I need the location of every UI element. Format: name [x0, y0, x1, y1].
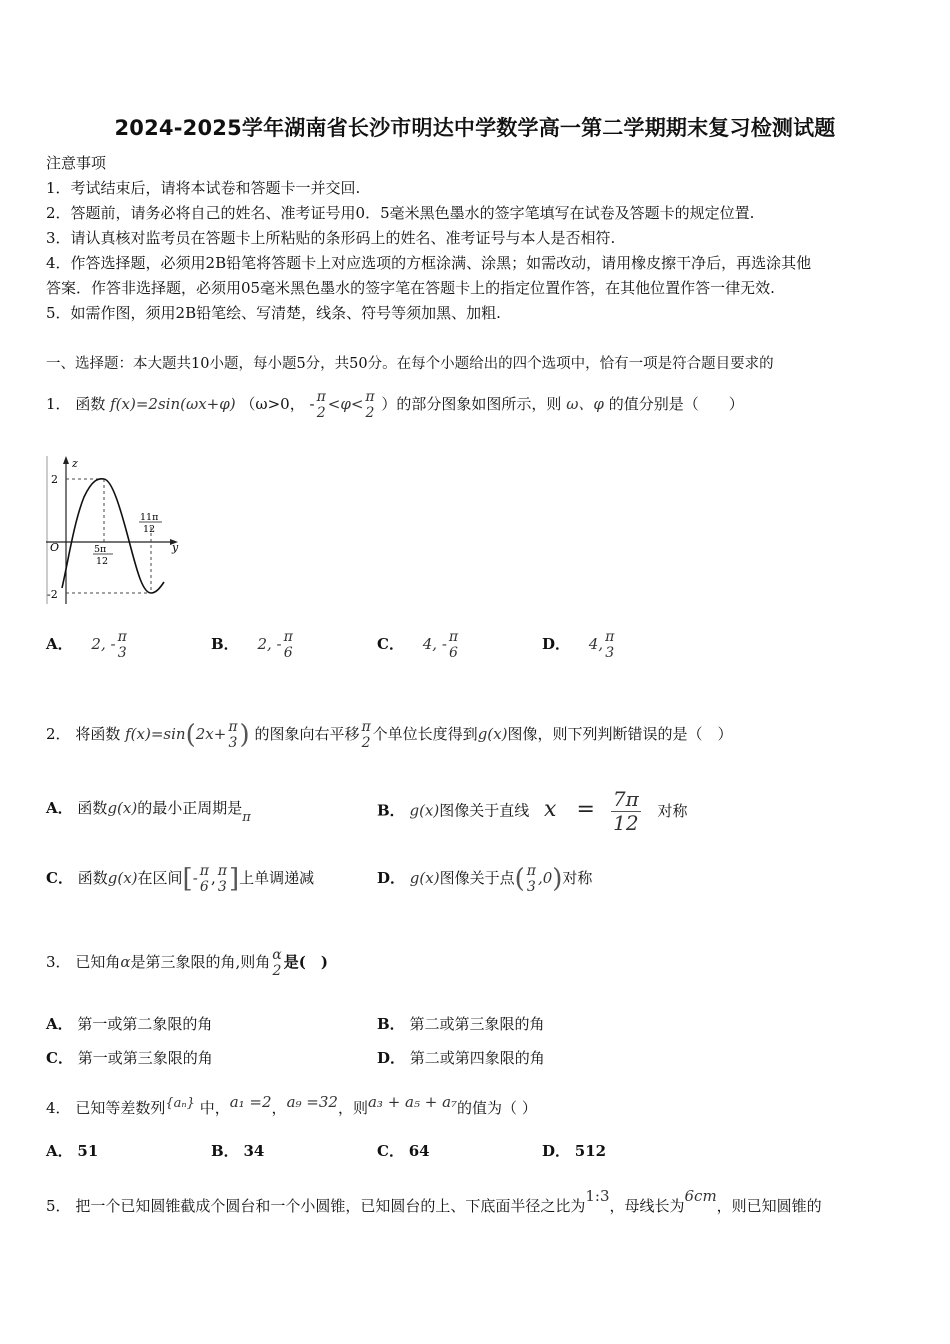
fraction [228, 719, 237, 751]
fraction-denominator: 3 [117, 645, 127, 661]
formula: a₉ =32 [286, 1093, 338, 1111]
option-label: D． [542, 635, 571, 653]
fraction-numerator: π [117, 628, 127, 645]
option-d[interactable] [542, 1140, 606, 1161]
fraction-denominator: 2 [272, 963, 282, 979]
function-name: g(x) [409, 869, 440, 887]
notice-item: 答案．作答非选择题，必须用05毫米黑色墨水的签字笔在答题卡上的指定位置作答，在其他位置作答一律无效. [46, 279, 775, 297]
option-a[interactable] [46, 1140, 98, 1161]
question-1 [46, 384, 744, 424]
tick-label: 11π [140, 512, 159, 523]
variable: x [544, 796, 557, 822]
left-bracket: [ [182, 864, 193, 894]
fraction-denominator: 6 [449, 645, 458, 661]
option-text: 第一或第三象限的角 [77, 1049, 213, 1067]
function-graph [44, 452, 189, 612]
function-name: g(x) [107, 869, 138, 887]
question-number: 3． [46, 953, 71, 971]
page-title: 2024-2025学年湖南省长沙市明达中学数学高一第二学期期末复习检测试题 [114, 116, 836, 140]
fraction [317, 389, 326, 421]
tick-label: 2 [51, 473, 58, 486]
question-text: 将函数 [75, 725, 121, 743]
fraction [365, 389, 374, 421]
option-label: D． [377, 869, 406, 887]
option-text: 图像关于直线 [439, 801, 530, 820]
fraction-numerator: 7π [612, 787, 639, 811]
tick-label: 12 [96, 556, 109, 567]
sine-curve [62, 479, 164, 593]
fraction-numerator: π [199, 862, 209, 879]
option-d[interactable] [542, 622, 616, 666]
fraction-numerator: π [365, 388, 375, 405]
option-text: 函数 [77, 799, 108, 817]
minus-sign: - [192, 869, 198, 887]
notice-heading: 注意事项 [46, 154, 107, 172]
fraction-numerator: π [526, 862, 536, 879]
option-value: 4, - [422, 635, 447, 653]
axis-label: z [72, 457, 78, 470]
right-paren: ) [239, 720, 250, 750]
question-text: 已知等差数列 [75, 1099, 166, 1117]
option-value: 2, - [91, 635, 116, 653]
question-number: 1． [46, 395, 71, 413]
option-c[interactable] [46, 1047, 213, 1068]
right-bracket: ] [228, 864, 240, 894]
tick-label: 5π [94, 544, 107, 555]
question-text: 图像，则下列判断错误的是（ ） [507, 725, 733, 743]
question-text: ，母线长为 [609, 1197, 685, 1215]
option-text: 第二或第三象限的角 [409, 1015, 545, 1033]
option-b[interactable] [211, 1140, 264, 1161]
option-label: A． [46, 1015, 73, 1033]
fraction-denominator: 3 [526, 879, 536, 895]
option-b[interactable] [377, 1013, 544, 1034]
fraction-denominator: 2 [361, 735, 371, 751]
question-text: ，则 [337, 1099, 368, 1117]
question-text: 的值为（ ） [457, 1099, 537, 1117]
notice-item: 1．考试结束后，请将本试卷和答题卡一并交回. [46, 179, 361, 197]
option-label: B． [377, 801, 405, 820]
option-c[interactable] [377, 1140, 430, 1161]
variable: α [120, 953, 131, 971]
question-text: ）的部分图象如图所示，则 [381, 395, 562, 413]
notice-item: 3．请认真核对监考员在答题卡上所粘贴的条形码上的姓名、准考证号与本人是否相符. [46, 229, 616, 247]
right-paren: ) [552, 864, 563, 894]
fraction-denominator: 2 [316, 405, 326, 421]
option-d[interactable] [377, 1047, 545, 1068]
question-number: 2． [46, 725, 71, 743]
option-a[interactable] [46, 622, 129, 666]
formula: a₁ =2 [229, 1093, 272, 1111]
question-2 [46, 708, 732, 760]
ratio: 1:3 [585, 1187, 610, 1205]
axis-label: y [172, 541, 179, 554]
fraction [611, 788, 641, 835]
question-text: 的值分别是（ ） [608, 395, 744, 413]
option-text: 512 [574, 1142, 607, 1160]
function-formula: f(x)=2sin(ωx+φ) [110, 395, 236, 413]
option-b[interactable] [377, 787, 688, 835]
notice-item: 5．如需作图，须用2B铅笔绘、写清楚，线条、符号等须加黑、加粗. [46, 304, 501, 322]
fraction-numerator: π [605, 628, 615, 645]
option-text: 的最小正周期是 [137, 799, 243, 817]
origin-label: O [50, 541, 60, 554]
function-argument: 2x+ [195, 725, 227, 743]
question-text: 把一个已知圆锥截成个圆台和一个小圆锥，已知圆台的上、下底面半径之比为 [75, 1197, 586, 1215]
question-text: 已知角 [75, 953, 121, 971]
option-a[interactable] [46, 788, 251, 828]
fraction-denominator: 3 [217, 879, 227, 895]
question-text: ，则已知圆锥的 [716, 1197, 822, 1215]
option-label: C． [46, 1049, 73, 1067]
notice-item: 2．答题前，请务必将自己的姓名、准考证号用0．5毫米黑色墨水的签字笔填写在试卷及答题卡的规定位置. [46, 204, 755, 222]
option-value: 2, - [257, 635, 282, 653]
option-text: 51 [77, 1142, 99, 1160]
formula: a₃ + a₅ + a₇ [367, 1093, 458, 1111]
function-name: g(x) [409, 801, 440, 820]
axis-arrow [63, 456, 69, 464]
option-label: D． [542, 1142, 571, 1160]
sequence: {aₙ} [165, 1096, 195, 1111]
function-name: g(x) [477, 725, 508, 743]
question-4 [46, 1080, 537, 1124]
option-text: 34 [243, 1142, 265, 1160]
fraction-numerator: π [361, 718, 371, 735]
option-text: 对称 [562, 869, 593, 887]
fraction-denominator: 12 [613, 811, 639, 835]
option-label: C． [377, 1142, 404, 1160]
function-name: g(x) [107, 799, 138, 817]
option-text: 第一或第二象限的角 [77, 1015, 213, 1033]
left-paren: ( [514, 864, 525, 894]
fraction-denominator: 2 [365, 405, 375, 421]
fraction [218, 863, 227, 895]
option-label: C． [377, 635, 404, 653]
fraction-denominator: 6 [283, 645, 293, 661]
fraction [200, 863, 209, 895]
fraction-numerator: π [217, 862, 227, 879]
option-text: 对称 [657, 801, 688, 820]
question-number: 5． [46, 1197, 71, 1215]
fraction-numerator: π [448, 628, 459, 645]
section-heading: 一、选择题：本大题共10小题，每小题5分，共50分。在每个小题给出的四个选项中，恰有一项是符合题目要求的 [46, 356, 774, 372]
option-label: A． [46, 1142, 73, 1160]
question-text: 是第三象限的角,则角 [130, 953, 271, 971]
option-text: 图像关于点 [439, 869, 515, 887]
inequality: <φ< [327, 395, 364, 413]
tick-label: -2 [47, 588, 58, 601]
question-number: 4． [46, 1099, 71, 1117]
tick-label: 12 [143, 524, 156, 535]
separator: ， [271, 1099, 287, 1117]
minus-sign: - [309, 395, 315, 413]
function-formula: f(x)=sin [125, 725, 186, 743]
option-text: 第二或第四象限的角 [409, 1049, 545, 1067]
fraction [118, 629, 127, 661]
question-3 [46, 936, 328, 988]
fraction [284, 629, 293, 661]
question-5 [46, 1174, 822, 1218]
option-label: B． [377, 1015, 405, 1033]
fraction-denominator: 3 [605, 645, 615, 661]
option-label: A． [46, 635, 73, 653]
option-text: 函数 [77, 869, 108, 887]
option-label: D． [377, 1049, 406, 1067]
fraction [527, 863, 536, 895]
question-text: 是( ) [283, 953, 328, 971]
option-value: 4, [588, 635, 604, 653]
option-text: 在区间 [137, 869, 183, 887]
notice-item: 4．作答选择题，必须用2B铅笔将答题卡上对应选项的方框涂满、涂黑；如需改动，请用橡皮擦干净后，再选涂其他 [46, 254, 812, 272]
option-a[interactable] [46, 1013, 212, 1034]
fraction-numerator: π [283, 628, 293, 645]
length: 6cm [684, 1187, 717, 1205]
option-label: B． [211, 1142, 239, 1160]
option-label: B． [211, 635, 239, 653]
question-text: 函数 [75, 395, 106, 413]
fraction [361, 719, 370, 751]
option-label: C． [46, 869, 73, 887]
fraction-numerator: α [272, 946, 282, 963]
fraction [605, 629, 614, 661]
option-text: 上单调递减 [239, 869, 315, 887]
fraction-numerator: π [316, 388, 326, 405]
fraction-numerator: π [228, 718, 238, 735]
question-text: 的图象向右平移 [254, 725, 360, 743]
option-c[interactable] [377, 622, 460, 666]
option-text: 64 [408, 1142, 430, 1160]
fraction-denominator: 3 [228, 735, 238, 751]
option-c[interactable]: C． 函数g(x)在区间[- π 6 , π 3 ]上单调递减 [46, 862, 315, 895]
question-text: 个单位长度得到 [372, 725, 478, 743]
fraction-denominator: 6 [199, 879, 209, 895]
option-value: π [242, 810, 251, 825]
variables: ω、φ [566, 395, 604, 413]
option-d[interactable] [377, 852, 592, 904]
question-text: 中， [199, 1099, 230, 1117]
point-coordinate: ,0 [537, 869, 553, 887]
condition-text: （ω>0， [240, 395, 305, 413]
left-paren: ( [185, 720, 196, 750]
option-b[interactable] [211, 622, 295, 666]
option-label: A． [46, 799, 73, 817]
equals-sign: = [576, 796, 595, 822]
fraction [272, 947, 281, 979]
fraction [449, 629, 458, 661]
